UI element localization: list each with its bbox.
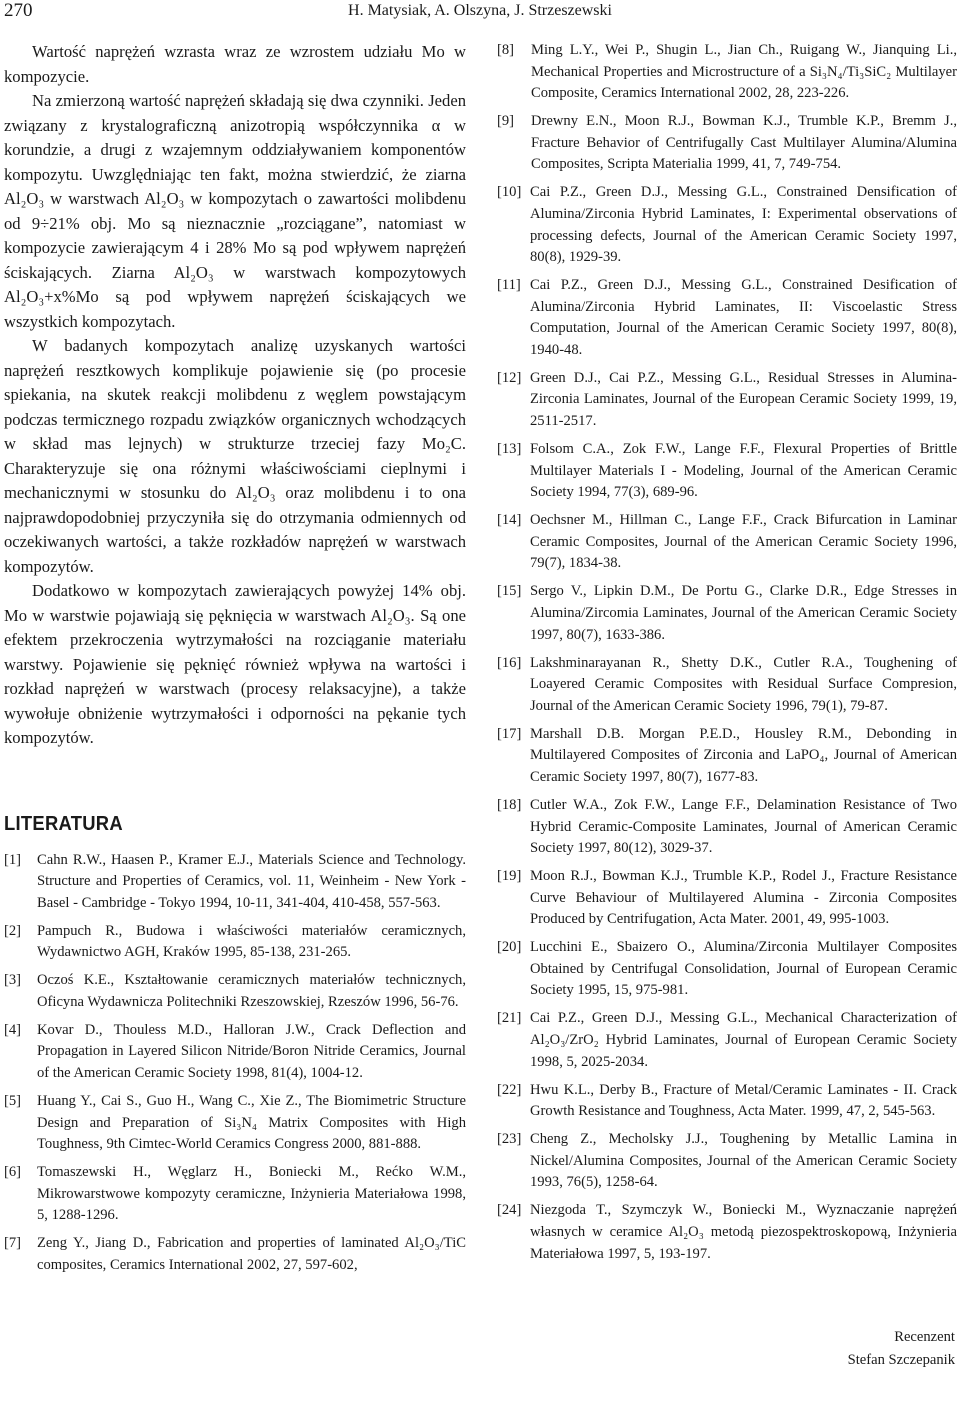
reference-number: [8] (497, 42, 515, 58)
reference-item (497, 1080, 957, 1123)
reference-item (4, 1020, 466, 1085)
references-list-left (4, 850, 466, 1277)
reference-number: [18] (497, 796, 522, 813)
reference-item (497, 111, 957, 176)
reviewer-label: Recenzent (894, 1329, 955, 1345)
reference-item (4, 850, 466, 915)
reference-text: Kovar D., Thouless M.D., Halloran J.W., Crack Deflection and Propagation in Layered Silicon Nitride/Boron Nitride Ceramics, Journal of the American Ceramic Society 1998, 81(4), 1004-12. (37, 1021, 466, 1082)
reference-item (4, 970, 466, 1013)
reference-item (497, 653, 957, 718)
reference-number: [24] (497, 1202, 522, 1219)
reference-number: [13] (497, 441, 522, 458)
reference-text: Cahn R.W., Haasen P., Kramer E.J., Materials Science and Technology. Structure and Properties of Ceramics, vol. 11, Weinheim - New York - Basel - Cambridge - Tokyo 1994, 10-11, 341-404, 410-458, 557-563. (37, 851, 466, 911)
reference-number: [15] (497, 583, 522, 600)
reference-item (4, 1162, 466, 1227)
left-column (4, 40, 466, 1283)
reference-text: Lucchini E., Sbaizero O., Alumina/Zirconia Multilayer Composites Obtained by Centrifugal Consolidation, Journal of European Ceramic Society 1995, 15, 975-981. (530, 939, 957, 999)
reference-text: Cutler W.A., Zok F.W., Lange F.F., Delamination Resistance of Two Hybrid Ceramic-Composite Laminates, Journal of American Ceramic Society 1997, 80(12), 3029-37. (530, 796, 957, 857)
paragraph-2: Na zmierzoną wartość naprężeń składają się dwa czynniki. Jeden związany z krystalograficzną anizotropią współczynnika α w korundzie, a drugi z wzajemnym oddziaływaniem komponentów kompozytu. Uwzględniając ten fakt, można stwierdzić, że ziarna Al₂O₃ w warstwach Al₂O₃ w kompozytach o zawartości molibdenu od 9÷21% obj. Mo są nieznacznie „rozciągane”, natomiast w kompozycie zawierającym 4 i 28% Mo są pod wpływem naprężeń ściskających. Ziarna Al₂O₃ w warstwach kompozytowych Al₂O₃+x%Mo są pod wpływem naprężeń ściskających we wszystkich kompozytach. (4, 91, 466, 331)
reference-text: Lakshminarayanan R., Shetty D.K., Cutler R.A., Toughening of Loayered Ceramic Composites with Residual Surface Compresion, Journal of the American Ceramic Society 1996, 79(1), 79-87. (530, 654, 957, 714)
reference-item (497, 937, 957, 1002)
reference-text: Cai P.Z., Green D.J., Messing G.L., Constrained Densification of Alumina/Zirconia Hybrid Laminates, I: Experimental observations of processing defects, Journal of the American Ceramic Society 1997, 80(8), 1929-39. (530, 184, 957, 266)
reference-number: [7] (4, 1235, 22, 1252)
reference-item (4, 921, 466, 964)
reference-item (497, 1008, 957, 1073)
reference-text: Cheng Z., Mecholsky J.J., Toughening by Metallic Lamina in Nickel/Alumina Composites, Journal of the American Ceramic Society 1993, 76(5), 1258-64. (530, 1131, 957, 1191)
reference-number: [12] (497, 369, 522, 386)
reference-number: [11] (497, 277, 521, 294)
reference-number: [14] (497, 512, 522, 529)
reviewer-block (848, 1326, 955, 1372)
reference-item (497, 724, 957, 789)
reference-item (497, 368, 957, 433)
reference-item (4, 1233, 466, 1276)
running-head: H. Matysiak, A. Olszyna, J. Strzeszewski (348, 2, 612, 19)
reference-text: Niezgoda T., Szymczyk W., Boniecki M., Wyznaczanie naprężeń własnych w ceramice Al₂O₃ metodą piezospektroskopową, Inżynieria Materiałowa 1997, 5, 193-197. (530, 1202, 957, 1262)
reference-text: Ming L.Y., Wei P., Shugin L., Jian Ch., Ruigang W., Jianquing Li., Mechanical Properties and Microstructure of a Si₃N₄/Ti₃SiC₂ Multilayer Composite, Ceramics International 2002, 28, 223-226. (531, 42, 957, 102)
reference-number: [19] (497, 868, 522, 885)
reference-text: Oechsner M., Hillman C., Lange F.F., Crack Bifurcation in Laminar Ceramic Composites, Journal of the American Ceramic Society 1996, 79(7), 1834-38. (530, 512, 957, 572)
reference-item (497, 510, 957, 575)
reference-item (497, 1200, 957, 1265)
reference-text: Pampuch R., Budowa i właściwości materiałów ceramicznych, Wydawnictwo AGH, Kraków 1995, 85-138, 231-265. (37, 922, 466, 961)
reference-item (497, 581, 957, 646)
reference-item (497, 439, 957, 504)
reference-number: [5] (4, 1093, 22, 1109)
right-column (497, 40, 957, 1272)
reference-text: Hwu K.L., Derby B., Fracture of Metal/Ceramic Laminates - II. Crack Growth Resistance and Toughness, Acta Mater. 1999, 47, 2, 545-563. (530, 1081, 957, 1120)
reference-number: [10] (497, 184, 522, 201)
reference-text: Zeng Y., Jiang D., Fabrication and properties of laminated Al₂O₃/TiC composites, Ceramics International 2002, 27, 597-602, (37, 1235, 466, 1273)
reference-text: Oczoś K.E., Kształtowanie ceramicznych materiałów technicznych, Oficyna Wydawnicza Politechniki Rzeszowskiej, Rzeszów 1996, 56-76. (37, 972, 466, 1010)
reference-text: Drewny E.N., Moon R.J., Bowman K.J., Trumble K.P., Bremm J., Fracture Behavior of Centrifugally Cast Multilayer Alumina/Alumina Composites, Scripta Materialia 1999, 41, 7, 749-754. (531, 113, 957, 173)
reference-text: Green D.J., Cai P.Z., Messing G.L., Residual Stresses in Alumina-Zirconia Laminates, Journal of the European Ceramic Society 1999, 19, 2511-2517. (530, 369, 957, 430)
reference-number: [17] (497, 725, 522, 742)
reference-text: Sergo V., Lipkin D.M., De Portu G., Clarke D.R., Edge Stresses in Alumina/Zircomia Laminates, Journal of the American Ceramic Society 1997, 80(7), 1633-386. (530, 583, 957, 643)
reference-item (497, 40, 957, 105)
reference-number: [2] (4, 922, 22, 939)
reference-number: [6] (4, 1164, 22, 1181)
paragraph-3: W badanych kompozytach analizę uzyskanych wartości naprężeń resztkowych komplikuje pojawienie się (po procesie spiekania, na skutek reakcji molibdenu z węglem powstającym podczas termicznego rozpadu związków organicznych wchodzących w skład mas lejnych) w strukturze trzeciej fazy Mo₂C. Charakteryzuje się ona różnymi właściwościami cieplnymi i mechanicznymi w stosunku do Al₂O₃ oraz molibdenu i to ona najprawdopodobniej przyczyniła się do otrzymania odmiennych od oczekiwanych wartości, a także rozkładów naprężeń w warstwach kompozytów. (4, 336, 466, 576)
reference-item (497, 275, 957, 361)
reference-item (497, 182, 957, 268)
reference-text: Moon R.J., Bowman K.J., Trumble K.P., Rodel J., Fracture Resistance Curve Behaviour of Multilayered Alumina - Zirconia Composites Produced by Centrifugation, Acta Mater. 2001, 49, 995-1003. (530, 868, 957, 928)
reference-number: [9] (497, 113, 515, 130)
reference-number: [1] (4, 851, 22, 868)
reference-text: Marshall D.B. Morgan P.E.D., Housley R.M., Debonding in Multilayered Composites of Zirconia and LaPO₄, Journal of American Ceramic Society 1997, 80(7), 1677-83. (530, 725, 957, 785)
reviewer-name: Stefan Szczepanik (847, 1352, 955, 1368)
reference-item (497, 866, 957, 931)
reference-text: Tomaszewski H., Węglarz H., Boniecki M., Rećko W.M., Mikrowarstwowe kompozyty ceramiczne, Inżynieria Materiałowa 1998, 5, 1288-1296. (37, 1164, 466, 1224)
paragraph-1: Wartość naprężeń wzrasta wraz ze wzrostem udziału Mo w kompozycie. (4, 42, 466, 86)
reference-number: [22] (497, 1081, 522, 1098)
paragraph-4: Dodatkowo w kompozytach zawierających powyżej 14% obj. Mo w warstwie pojawiają się pęknięcia w warstwach Al₂O₃. Są one efektem przekroczenia wytrzymałości na rozciąganie materiału warstwy. Pojawienie się pęknięć również wpływa na wartości i rozkład naprężeń w warstwach (procesy relaksacyjne), a także wywołuje obniżenie wytrzymałości i odporności na pękanie tych kompozytów. (4, 581, 466, 747)
reference-number: [3] (4, 972, 22, 989)
reference-number: [20] (497, 939, 522, 956)
page-number: 270 (4, 0, 33, 21)
reference-number: [21] (497, 1010, 522, 1027)
reference-text: Folsom C.A., Zok F.W., Lange F.F., Flexural Properties of Brittle Multilayer Materials I - Modeling, Journal of the American Ceramic Society 1994, 77(3), 689-96. (530, 441, 957, 501)
reference-item (497, 795, 957, 860)
reference-text: Cai P.Z., Green D.J., Messing G.L., Mechanical Characterization of Al₂O₃/ZrO₂ Hybrid Laminates, Journal of European Ceramic Society 1998, 5, 2025-2034. (530, 1010, 957, 1070)
references-list-right (497, 40, 957, 1265)
reference-number: [23] (497, 1131, 522, 1148)
page-header (0, 0, 960, 26)
reference-text: Huang Y., Cai S., Guo H., Wang C., Xie Z., The Biomimetric Structure Design and Preparation of Si₃N₄ Matrix Composites with High Toughness, 9th Cimtec-World Ceramics Congress 2000, 881-888. (37, 1093, 466, 1153)
reference-number: [16] (497, 654, 522, 671)
reference-text: Cai P.Z., Green D.J., Messing G.L., Constrained Desification of Alumina/Zirconia Hybrid Laminates, II: Viscoelastic Stress Computation, Journal of the American Ceramic Society 1997, 80(8), 1940-48. (530, 277, 957, 358)
reference-item (497, 1129, 957, 1194)
reference-number: [4] (4, 1021, 22, 1038)
section-title-literatura: LITERATURA (4, 812, 123, 835)
reference-item (4, 1091, 466, 1156)
